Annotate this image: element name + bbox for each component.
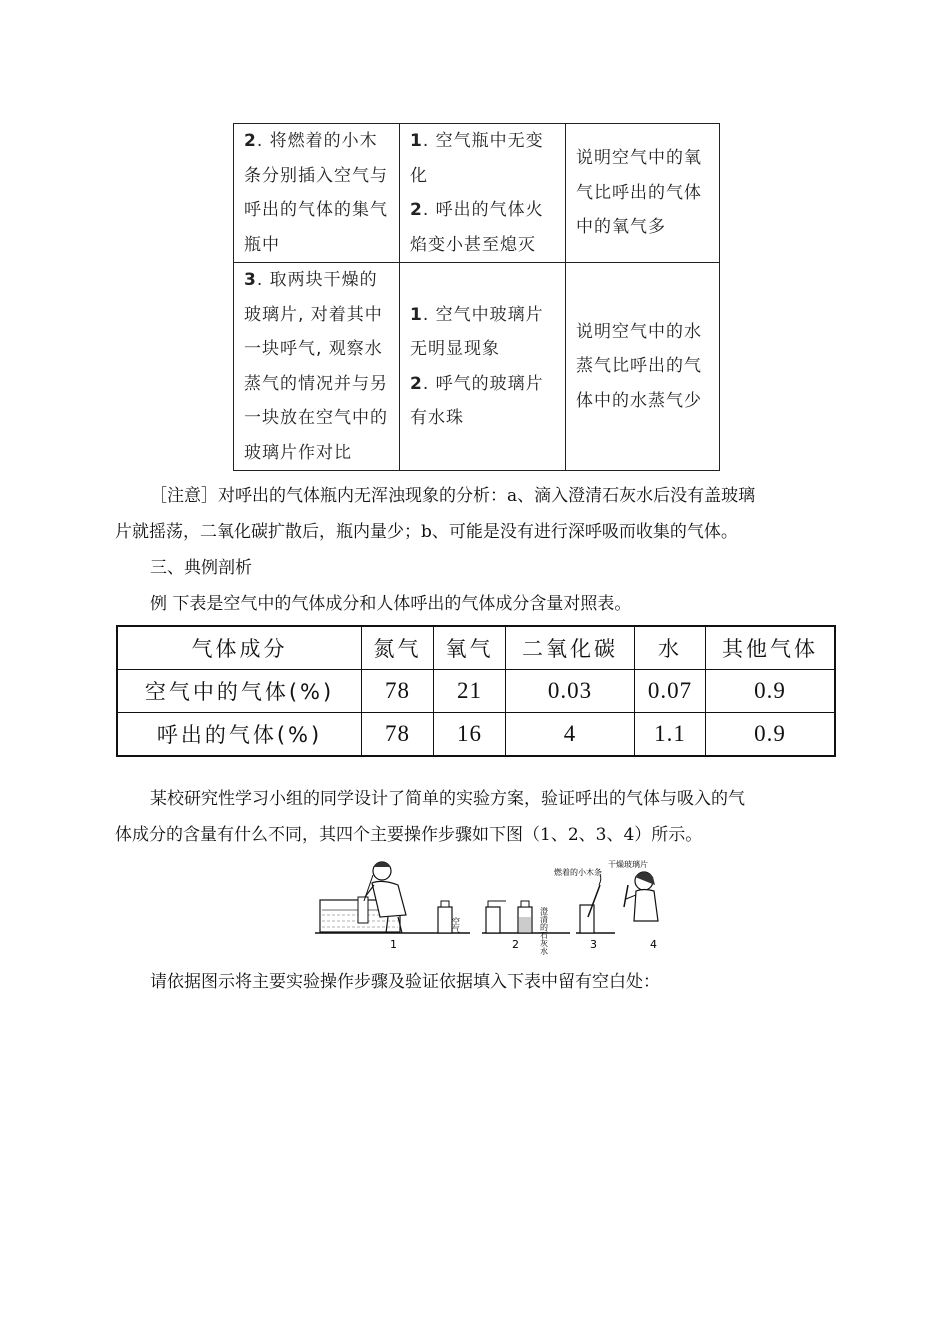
column-header: 二氧化碳 — [506, 626, 635, 670]
figure-number: 3 — [590, 938, 597, 951]
observation-item — [410, 193, 555, 262]
paragraph-line: 体成分的含量有什么不同，其四个主要操作步骤如下图（1、2、3、4）所示。 — [115, 825, 703, 845]
table-cell: 4 — [506, 713, 635, 757]
observation-cell — [400, 124, 566, 263]
observation-number: 2 — [410, 373, 423, 394]
experiment-table — [233, 123, 720, 471]
limewater-label: 澄清的石灰水 — [539, 907, 549, 955]
experiment-illustration — [310, 855, 670, 955]
table-header-row — [117, 626, 835, 670]
gas-bottle-icon — [438, 901, 452, 933]
table-row — [234, 263, 720, 471]
table-row — [234, 124, 720, 263]
note-line: 片就摇荡，二氧化碳扩散后，瓶内量少；b、可能是没有进行深呼吸而收集的气体。 — [115, 522, 738, 542]
figure-number: 4 — [650, 938, 657, 951]
person-blowing-icon — [364, 862, 406, 933]
column-header: 气体成分 — [117, 626, 362, 670]
figure-number: 2 — [512, 938, 519, 951]
glass-label: 干燥玻璃片 — [608, 860, 648, 869]
observation-text: . 呼气的玻璃片有水珠 — [410, 373, 544, 428]
table-cell: 78 — [362, 713, 434, 757]
gas-composition-table — [116, 625, 836, 757]
stick-label: 燃着的小木条 — [554, 868, 602, 877]
experiment-figure — [310, 855, 670, 955]
gas-bottle-icon — [486, 901, 532, 933]
conclusion-cell: 说明空气中的水蒸气比呼出的气体中的水蒸气少 — [566, 263, 720, 471]
table-cell: 0.07 — [635, 670, 706, 713]
example-intro: 例 下表是空气中的气体成分和人体呼出的气体成分含量对照表。 — [150, 594, 632, 614]
step-number: 2 — [244, 131, 257, 151]
burning-stick-icon — [580, 875, 601, 933]
conclusion-cell: 说明空气中的氧气比呼出的气体中的氧气多 — [566, 124, 720, 263]
observation-text: . 空气瓶中无变化 — [410, 131, 544, 186]
note-line: ［注意］对呼出的气体瓶内无浑浊现象的分析：a、滴入澄清石灰水后没有盖玻璃 — [150, 486, 756, 506]
row-label: 呼出的气体(%) — [117, 713, 362, 757]
observation-item — [410, 124, 555, 193]
observation-number: 1 — [410, 304, 423, 325]
section-heading: 三、典例剖析 — [150, 558, 252, 578]
table-cell: 0.9 — [706, 713, 836, 757]
column-header: 氧气 — [434, 626, 506, 670]
person-glass-icon — [624, 872, 658, 921]
step-text: . 将燃着的小木条分别插入空气与呼出的气体的集气瓶中 — [244, 131, 388, 255]
table-cell: 1.1 — [635, 713, 706, 757]
air-label: 空气 — [451, 917, 461, 933]
observation-text: . 空气中玻璃片无明显现象 — [410, 304, 544, 359]
step-cell — [234, 263, 400, 471]
final-instruction: 请依据图示将主要实验操作步骤及验证依据填入下表中留有空白处： — [150, 972, 660, 992]
column-header: 氮气 — [362, 626, 434, 670]
paragraph-line: 某校研究性学习小组的同学设计了简单的实验方案，验证呼出的气体与吸入的气 — [150, 789, 745, 809]
table-cell: 0.9 — [706, 670, 836, 713]
figure-number: 1 — [390, 938, 397, 951]
step-cell — [234, 124, 400, 263]
step-number: 3 — [244, 270, 257, 290]
table-row — [117, 670, 835, 713]
observation-item — [410, 298, 555, 367]
observation-text: . 呼出的气体火焰变小甚至熄灭 — [410, 200, 544, 255]
table-cell: 78 — [362, 670, 434, 713]
row-label: 空气中的气体(%) — [117, 670, 362, 713]
observation-number: 1 — [410, 131, 423, 151]
column-header: 水 — [635, 626, 706, 670]
table-row — [117, 713, 835, 757]
table-cell: 0.03 — [506, 670, 635, 713]
table-cell: 21 — [434, 670, 506, 713]
column-header: 其他气体 — [706, 626, 836, 670]
step-text: . 取两块干燥的玻璃片, 对着其中一块呼气, 观察水蒸气的情况并与另一块放在空气中的玻璃片作对比 — [244, 270, 388, 463]
observation-number: 2 — [410, 200, 423, 220]
observation-item — [410, 367, 555, 436]
observation-cell — [400, 263, 566, 471]
table-cell: 16 — [434, 713, 506, 757]
